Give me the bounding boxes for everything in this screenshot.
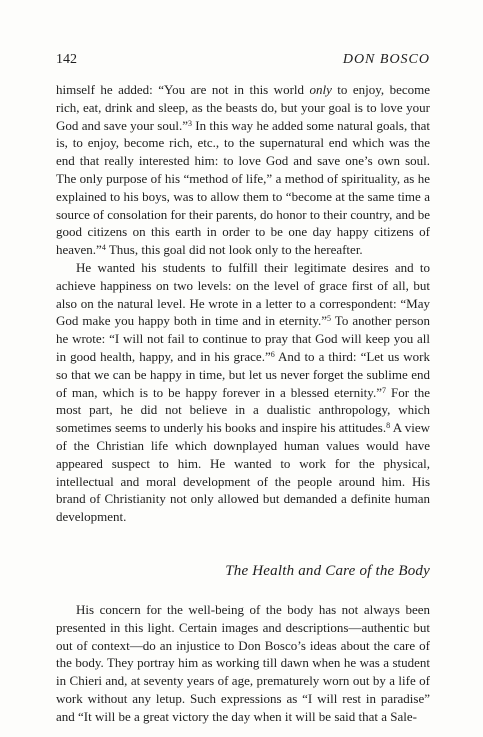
paragraph-2-text-a: He wanted his students to fulfill their legitimate desires and to achieve happiness on two levels: on the level of grace first of all, but also on the natural level. He wrote in a letter to a correspondent: “May God make you happy both in time and in eternity.”: [56, 259, 430, 329]
paragraph-1-text-b: to enjoy, become rich, eat, drink and sleep, as the beasts do, but your goal is to love your God and save your soul.”: [56, 82, 430, 133]
footnote-ref-7: 7: [381, 385, 386, 395]
paragraph-2: [56, 259, 430, 526]
section-heading: The Health and Care of the Body: [225, 562, 430, 579]
paragraph-2-text-d: For the most part, he did not believe in a dualistic anthropology, which sometimes seems to underly his books and inspire his attitudes.: [56, 384, 430, 436]
paragraph-3: His concern for the well-being of the body has not always been presented in this light. Certain images and descriptions—authentic but out of context—do an injustice to Don Bosco’s ideas about the care of the body. They portray him as working till dawn when he was a student in Chieri and, at seventy years of age, prematurely worn out by a life of work without any letup. Such expressions as “I will rest in paradise” and “It will be a great victory the day when it will be said that a Sale-: [56, 601, 430, 724]
paragraph-2-text-c: And to a third: “Let us work so that we can be happy in time, but let us never forget the sublime end of man, which is to be happy forever in a blessed eternity.”: [56, 348, 431, 400]
footnote-ref-6: 6: [270, 349, 275, 359]
paragraph-2-text-b: To another person he wrote: “I will not fail to continue to pray that God will keep you all in good health, happy, and in his grace.”: [56, 313, 431, 364]
paragraph-1: [56, 81, 430, 259]
running-title: DON BOSCO: [342, 52, 430, 67]
page-number: 142: [56, 52, 77, 67]
footnote-ref-8: 8: [386, 421, 391, 431]
footnote-ref-4: 4: [101, 243, 106, 253]
paragraph-2-text-e: A view of the Christian life which downplayed human values would have appeared suspect to him. He wanted to work for the physical, intellectual and moral development of the people around him. His brand of Christianity not only allowed but demanded a definite human development.: [56, 420, 430, 525]
footnote-ref-3: 3: [187, 118, 192, 128]
footnote-ref-5: 5: [327, 314, 332, 324]
paragraph-1-text-c: In this way he added some natural goals, that is, to enjoy, become rich, etc., to the supernatural end which was the end that really interested him: to love God and save one’s own soul. The only purpose of his “method of life,” a method of spirituality, as he explained to his boys, was to allow them to “become at the same time a source of consolation for their parents, do honor to their country, and be good citizens on this earth in order to be one day happy citizens of heaven.”: [56, 117, 430, 258]
page-body: [56, 81, 430, 726]
paragraph-1-text-a: himself he added: “You are not in this world: [56, 82, 310, 97]
paragraph-1-text-d: Thus, this goal did not look only to the hereafter.: [105, 242, 363, 258]
emphasis-only: only: [309, 82, 332, 97]
